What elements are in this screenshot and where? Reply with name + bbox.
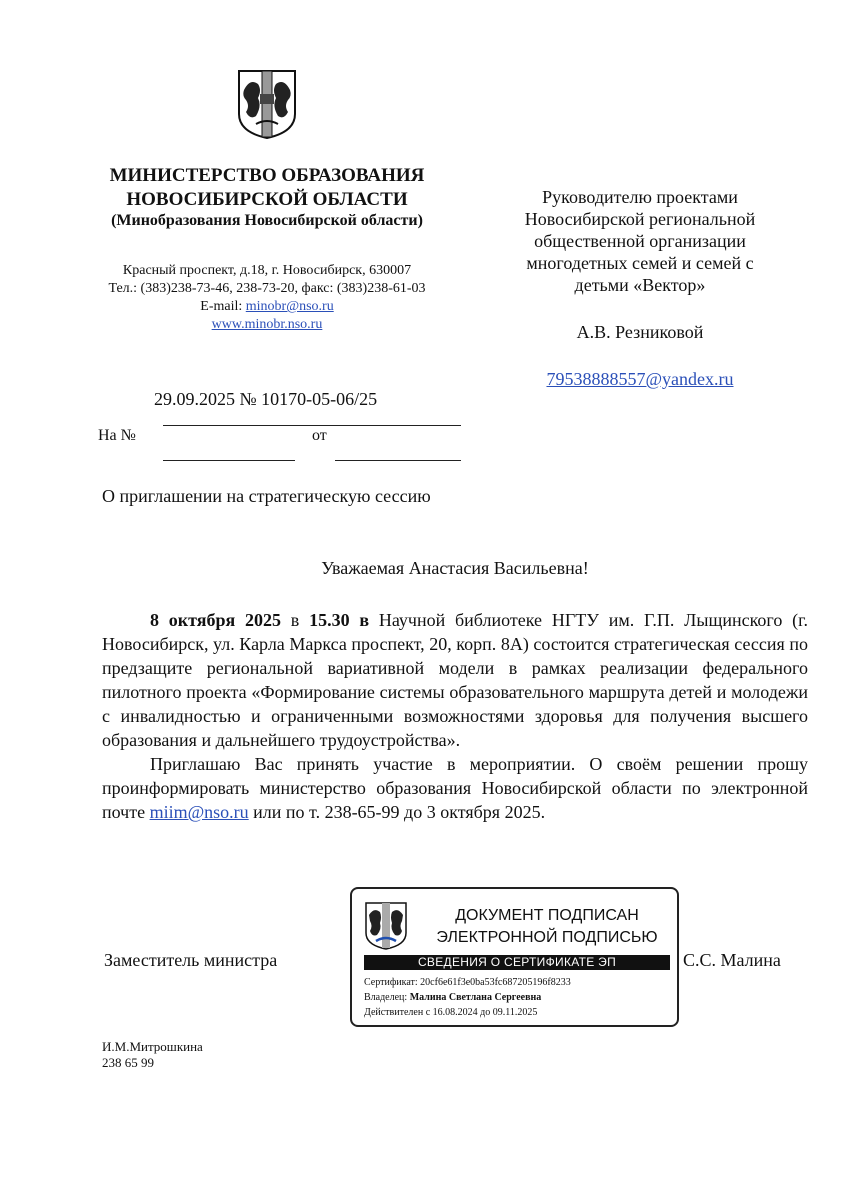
ministry-address: Красный проспект, д.18, г. Новосибирск, 630007 <box>122 263 412 278</box>
recipient-line4: многодетных семей и семей с <box>526 253 754 273</box>
recipient-line1: Руководителю проектами <box>542 187 738 207</box>
recipient-name: А.В. Резниковой <box>576 322 704 342</box>
ministry-email-line <box>60 298 474 315</box>
ministry-short-name: (Минобразования Новосибирской области) <box>111 212 423 229</box>
letter-body <box>102 608 808 824</box>
stamp-title <box>422 905 672 949</box>
body-paragraph-2 <box>102 752 808 824</box>
stamp-owner-line <box>364 992 541 1003</box>
executor-phone: 238 65 99 <box>102 1055 154 1070</box>
body-paragraph-1-text: Научной библиотеке НГТУ им. Г.П. Лыщинского (г. Новосибирск, ул. Карла Маркса проспект, 20, корп. 8А) состоится стратегическая сессия по предзащите региональной вариативной модели в рамках реализации федерального пилотного проекта «Формирование системы образовательного маршрута детей и молодежи с инвалидностью и ограниченными возможностями здоровья для получения высшего образования и дальнейшего трудоустройства». <box>102 610 808 750</box>
body-paragraph-2-start: Приглашаю Вас принять участие в мероприятии. О своём решении прошу проинформировать министерство образования Новосибирской области по электронной почте <box>102 754 808 822</box>
stamp-certificate: Сертификат: 20cf6e61f3e0ba53fc687205196f8233 <box>364 977 571 988</box>
ministry-website-line <box>60 316 474 333</box>
on-number-underline <box>163 460 295 461</box>
recipient-line5: детьми «Вектор» <box>574 275 706 295</box>
executor-block <box>102 1039 203 1071</box>
body-in: в <box>281 610 310 630</box>
stamp-title-line1: ДОКУМЕНТ ПОДПИСАН <box>455 907 639 924</box>
from-label: от <box>312 427 327 444</box>
e-signature-stamp <box>350 887 679 1027</box>
registration-number: 29.09.2025 № 10170-05-06/25 <box>154 389 378 409</box>
contact-email-link[interactable]: miim@nso.ru <box>149 802 249 822</box>
stamp-owner: Малина Светлана Сергеевна <box>409 992 542 1003</box>
event-time: 15.30 в <box>309 610 370 630</box>
recipient-line3: общественной организации <box>534 231 746 251</box>
stamp-owner-label: Владелец: <box>364 992 410 1003</box>
stamp-coat-of-arms-icon <box>364 901 408 951</box>
stamp-certificate-header: СВЕДЕНИЯ О СЕРТИФИКАТЕ ЭП <box>364 955 670 970</box>
signer-position: Заместитель министра <box>104 950 278 970</box>
ministry-title-line1: МИНИСТЕРСТВО ОБРАЗОВАНИЯ <box>109 165 425 186</box>
letter-greeting: Уважаемая Анастасия Васильевна! <box>321 558 589 578</box>
stamp-title-line2: ЭЛЕКТРОННОЙ ПОДПИСЬЮ <box>436 929 658 946</box>
executor-name: И.М.Митрошкина <box>102 1039 203 1054</box>
event-date: 8 октября 2025 <box>150 610 282 630</box>
ministry-phones: Тел.: (383)238-73-46, 238-73-20, факс: (383)238-61-03 <box>108 281 426 296</box>
ministry-email-link[interactable]: minobr@nso.ru <box>245 299 334 314</box>
recipient-line2: Новосибирской региональной <box>524 209 756 229</box>
on-number-label: На № <box>98 427 136 444</box>
ministry-title-line2: НОВОСИБИРСКОЙ ОБЛАСТИ <box>126 189 408 210</box>
stamp-validity: Действителен с 16.08.2024 до 09.11.2025 <box>364 1007 538 1018</box>
email-label: E-mail: <box>200 299 246 314</box>
recipient-block <box>500 186 780 296</box>
signer-name: С.С. Малина <box>683 950 781 970</box>
ministry-website-link[interactable]: www.minobr.nso.ru <box>211 317 323 332</box>
from-underline <box>335 460 461 461</box>
regnum-underline <box>163 425 461 426</box>
body-paragraph-1 <box>102 608 808 752</box>
coat-of-arms-icon <box>236 68 298 140</box>
recipient-email-line <box>500 369 780 390</box>
body-paragraph-2-end: или по т. 238-65-99 до 3 октября 2025. <box>248 802 546 822</box>
letter-subject: О приглашении на стратегическую сессию <box>102 486 431 506</box>
recipient-email-link[interactable]: 79538888557@yandex.ru <box>546 369 734 389</box>
